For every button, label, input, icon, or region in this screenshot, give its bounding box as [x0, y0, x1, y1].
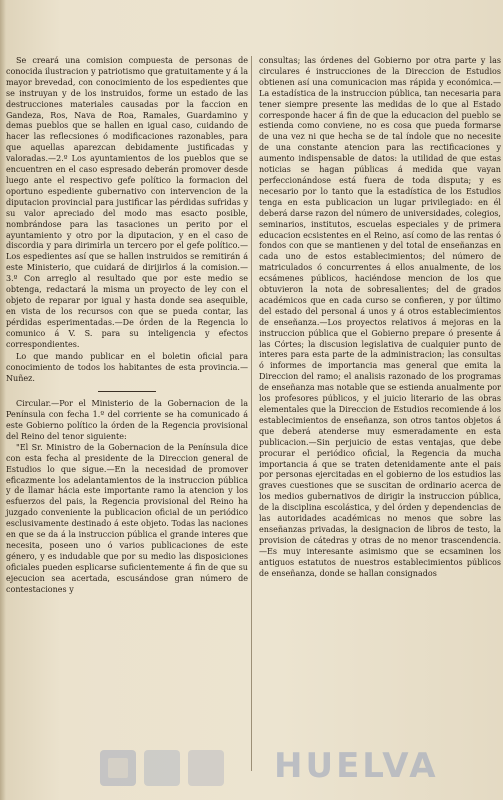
publication-notice: Lo que mando publicar en el boletin oficial para conocimiento de todos los habitantes de esta provincia.—Nuñez.	[6, 352, 248, 384]
column-divider	[251, 56, 252, 771]
left-column	[6, 56, 248, 596]
decree-paragraph: Se creará una comision compuesta de personas de conocida ilustracion y patriotismo que gratuitamente y á la mayor brevedad, con conocimiento de los espedientes que se instruyan y de los instruidos, forme un estado de las destrucciones materiales causadas por la faccion en Gandeza, Ros, Nava de Roa, Ramales, Guardamino y demas pueblos que se hallen en igual caso, cuidando de hacer las reflecsiones ó modificaciones razonables, para que aquellas aparezcan debidamente justificadas y valoradas.—2.º Los ayuntamientos de los pueblos que se encuentren en el caso espresado deberán promover desde luego ante el respectivo gefe político la formacion del oportuno espediente gubernativo con intervencion de la diputacion provincial para justificar las pérdidas sufridas y su valor apreciado del modo mas esacto posible, nombrándose para las tasaciones un perito por el ayuntamiento y otro por la diputacion, y en el caso de discordia y para dirimirla un tercero por el gefe político.—Los espedientes así que se hallen instruidos se remitirán á este Ministerio, que cuidará de dirijirlos á la comision.—3.º Con arreglo al resultado que por este medio se obtenga, redactará la misma un proyecto de ley con el objeto de reparar por igual y hasta donde sea asequible, en vista de los recursos con que se pueda contar, las pérdidas esperimentadas.—De órden de la Regencia lo comunico á V. S. para su inteligencia y efectos correspondientes.	[6, 56, 248, 349]
right-column	[259, 56, 501, 580]
watermark-text: HUELVA	[274, 746, 439, 786]
circular-continuation: consultas; las órdenes del Gobierno por otra parte y las circulares é instrucciones de la Direccion de Estudios obtienen así una comunicacion mas rápida y económica.—La estadística de la instruccion pública, tan necesaria para tener siempre presente las medidas de lo que al Estado corresponde hacer á fin de que la educacion del pueblo se estienda como conviene, no es cosa que pueda formarse de una vez ni que hecha se de tal índole que no necesite de una constante atencion para las rectificaciones y aumento indispensable de datos: la utilidad de que estas noticias se hagan públicas á medida que vayan perfeccionándose está fuera de toda disputa; y es necesario por lo tanto que la estadística de los Estudios tenga en esta publicacion un lugar privilegiado: en él deberá darse razon del número de universidades, colegios, seminarios, institutos, escuelas especiales y de primera educacion ecsistentes en el Reino, así como de las rentas ó fondos con que se mantienen y del total de enseñanzas en cada uno de estos establecimientos; del número de matriculados ó concurrentes á ellos anualmente, de los ecsámenes públicos, haciéndose mencion de los que obtuvieron la nota de sobresalientes; del de grados académicos que en cada curso se confieren, y por último del estado del personal á unos y á otros establecimientos de enseñanza.—Los proyectos relativos á mejoras en la instruccion pública que el Gobierno prepare ó presente á las Córtes; la discusion legislativa de cualquier punto de interes para esta parte de la administracion; las consultas ó informes de importancia mas general que emita la Direccion del ramo; el analisis razonado de los programas de enseñanza mas notable que se estienda anualmente por los profesores públicos, y el juicio literario de las obras elementales que la Direccion de Estudios recomiende á los establecimientos de enseñanza, son otros tantos objetos á que deberá atenderse muy esmeradamente en esta publicacion.—Sin perjuicio de estas ventajas, que debe procurar el periódico oficial, la Regencia da mucha importancia á que se traten detenidamente ante el pais por personas ejercitadas en el gobierno de los estudios las graves cuestiones que se suscitan de ordinario acerca de los medios gubernativos de dirigir la instruccion pública, de la disciplina escolástica, y del órden y dependencias de las autoridades académicas no menos que sobre las enseñanzas privadas, la designacion de libros de testo, la provision de cátedras y otras de no menor trascendencia.—Es muy interesante asimismo que se ecsaminen los antiguos estatutos de nuestros establecimientos públicos de enseñanza, donde se hallan consignados	[259, 56, 501, 578]
watermark-logo	[100, 742, 250, 792]
section-divider	[98, 391, 156, 392]
circular-body: "El Sr. Ministro de la Gobernacion de la Península dice con esta fecha al presidente de la Direccion general de Estudios lo que sigue.—En la necesidad de promover eficazmente los adelantamientos de la instruccion pública y de llamar hácia este importante ramo la atencion y los esfuerzos del pais, la Regencia provisional del Reino ha juzgado conveniente la publicacion oficial de un periódico esclusivamente destinado á este objeto. Todas las naciones en que se da á la instruccion pública el grande interes que necesita, poseen uno ó varios publicaciones de este género, y es indudable que por su medio las disposiciones oficiales pueden esplicarse suficientemente á fin de que su ejecucion sea acertada, escusándose gran número de contestaciones y	[6, 442, 248, 594]
circular-intro: Circular.—Por el Ministerio de la Gobernacion de la Península con fecha 1.º del corriente se ha comunicado á este Gobierno político la órden de la Regencia provisional del Reino del tenor siguiente:	[6, 399, 248, 441]
